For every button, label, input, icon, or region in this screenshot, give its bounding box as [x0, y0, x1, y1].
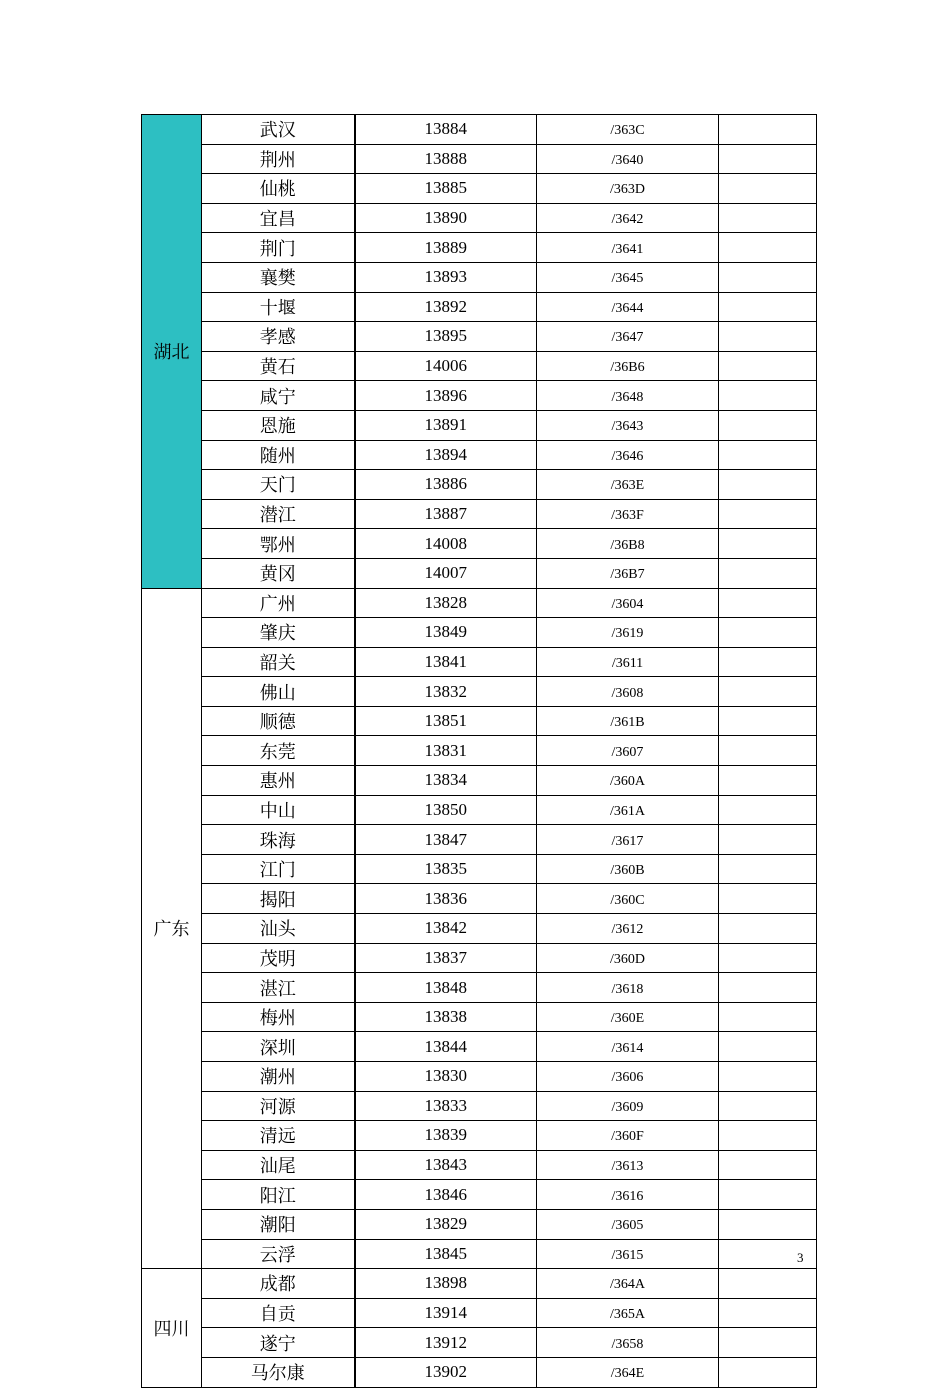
- city-cell: 珠海: [202, 825, 355, 855]
- empty-cell: [719, 943, 817, 973]
- empty-cell: [719, 1209, 817, 1239]
- code-cell: /3645: [537, 262, 719, 292]
- empty-cell: [719, 558, 817, 588]
- city-cell: 武汉: [202, 115, 355, 145]
- number-cell: 13847: [355, 825, 537, 855]
- table-row: [142, 1091, 817, 1121]
- number-cell: 13850: [355, 795, 537, 825]
- code-cell: /363C: [537, 115, 719, 145]
- code-cell: /3612: [537, 914, 719, 944]
- city-cell: 黄石: [202, 351, 355, 381]
- number-cell: 13891: [355, 410, 537, 440]
- number-cell: 13831: [355, 736, 537, 766]
- code-cell: /3607: [537, 736, 719, 766]
- city-cell: 成都: [202, 1269, 355, 1299]
- table-row: [142, 618, 817, 648]
- city-cell: 荆州: [202, 144, 355, 174]
- code-cell: /3642: [537, 203, 719, 233]
- table-row: [142, 351, 817, 381]
- city-cell: 茂明: [202, 943, 355, 973]
- city-cell: 汕头: [202, 914, 355, 944]
- code-cell: /3641: [537, 233, 719, 263]
- empty-cell: [719, 588, 817, 618]
- table-row: [142, 174, 817, 204]
- number-cell: 13835: [355, 854, 537, 884]
- empty-cell: [719, 884, 817, 914]
- province-cell: 四川: [142, 1269, 202, 1387]
- code-cell: /3648: [537, 381, 719, 411]
- city-cell: 天门: [202, 470, 355, 500]
- number-cell: 13893: [355, 262, 537, 292]
- code-cell: /3646: [537, 440, 719, 470]
- code-cell: /36B8: [537, 529, 719, 559]
- city-cell: 荆门: [202, 233, 355, 263]
- empty-cell: [719, 262, 817, 292]
- number-cell: 13848: [355, 973, 537, 1003]
- number-cell: 13892: [355, 292, 537, 322]
- city-cell: 韶关: [202, 647, 355, 677]
- number-cell: 14007: [355, 558, 537, 588]
- number-cell: 13884: [355, 115, 537, 145]
- empty-cell: [719, 203, 817, 233]
- code-cell: /364A: [537, 1269, 719, 1299]
- city-cell: 黄冈: [202, 558, 355, 588]
- number-cell: 13912: [355, 1328, 537, 1358]
- table-row: [142, 1269, 817, 1299]
- city-cell: 潮州: [202, 1062, 355, 1092]
- empty-cell: [719, 825, 817, 855]
- table-row: [142, 1357, 817, 1387]
- table-row: [142, 588, 817, 618]
- empty-cell: [719, 618, 817, 648]
- city-cell: 深圳: [202, 1032, 355, 1062]
- code-cell: /363E: [537, 470, 719, 500]
- city-cell: 江门: [202, 854, 355, 884]
- number-cell: 13834: [355, 766, 537, 796]
- code-cell: /3644: [537, 292, 719, 322]
- table-row: [142, 1239, 817, 1269]
- empty-cell: [719, 647, 817, 677]
- empty-cell: [719, 1002, 817, 1032]
- table-row: [142, 558, 817, 588]
- code-cell: /365A: [537, 1298, 719, 1328]
- number-cell: 13837: [355, 943, 537, 973]
- number-cell: 13833: [355, 1091, 537, 1121]
- city-cell: 揭阳: [202, 884, 355, 914]
- table-row: [142, 973, 817, 1003]
- code-cell: /360B: [537, 854, 719, 884]
- number-cell: 13894: [355, 440, 537, 470]
- table-row: [142, 854, 817, 884]
- city-cell: 清远: [202, 1121, 355, 1151]
- city-cell: 咸宁: [202, 381, 355, 411]
- number-cell: 13839: [355, 1121, 537, 1151]
- table-row: [142, 1180, 817, 1210]
- code-cell: /363D: [537, 174, 719, 204]
- empty-cell: [719, 174, 817, 204]
- empty-cell: [719, 973, 817, 1003]
- number-cell: 13902: [355, 1357, 537, 1387]
- table-row: [142, 706, 817, 736]
- code-cell: /360E: [537, 1002, 719, 1032]
- city-cell: 遂宁: [202, 1328, 355, 1358]
- number-cell: 13914: [355, 1298, 537, 1328]
- table-row: [142, 677, 817, 707]
- table-row: [142, 914, 817, 944]
- number-cell: 13898: [355, 1269, 537, 1299]
- code-cell: /3618: [537, 973, 719, 1003]
- table-row: [142, 470, 817, 500]
- number-cell: 13844: [355, 1032, 537, 1062]
- table-row: [142, 322, 817, 352]
- city-cell: 汕尾: [202, 1150, 355, 1180]
- city-cell: 孝感: [202, 322, 355, 352]
- number-cell: 13842: [355, 914, 537, 944]
- code-cell: /3643: [537, 410, 719, 440]
- empty-cell: [719, 529, 817, 559]
- table-row: [142, 647, 817, 677]
- code-cell: /360A: [537, 766, 719, 796]
- number-cell: 13851: [355, 706, 537, 736]
- city-code-table: [141, 114, 817, 1388]
- code-cell: /3647: [537, 322, 719, 352]
- empty-cell: [719, 410, 817, 440]
- table-row: [142, 1328, 817, 1358]
- empty-cell: [719, 795, 817, 825]
- code-cell: /3609: [537, 1091, 719, 1121]
- city-cell: 十堰: [202, 292, 355, 322]
- province-cell: 湖北: [142, 115, 202, 589]
- city-cell: 襄樊: [202, 262, 355, 292]
- table-row: [142, 943, 817, 973]
- number-cell: 13832: [355, 677, 537, 707]
- table-row: [142, 766, 817, 796]
- number-cell: 14008: [355, 529, 537, 559]
- table-row: [142, 1209, 817, 1239]
- number-cell: 13828: [355, 588, 537, 618]
- empty-cell: [719, 1328, 817, 1358]
- city-cell: 随州: [202, 440, 355, 470]
- number-cell: 13895: [355, 322, 537, 352]
- empty-cell: [719, 351, 817, 381]
- table-row: [142, 884, 817, 914]
- code-cell: /3616: [537, 1180, 719, 1210]
- city-cell: 鄂州: [202, 529, 355, 559]
- city-cell: 广州: [202, 588, 355, 618]
- number-cell: 13845: [355, 1239, 537, 1269]
- city-cell: 潜江: [202, 499, 355, 529]
- code-cell: /3615: [537, 1239, 719, 1269]
- table-row: [142, 1002, 817, 1032]
- city-cell: 云浮: [202, 1239, 355, 1269]
- number-cell: 13829: [355, 1209, 537, 1239]
- table-row: [142, 381, 817, 411]
- empty-cell: [719, 1062, 817, 1092]
- table-row: [142, 233, 817, 263]
- code-cell: /361B: [537, 706, 719, 736]
- city-cell: 肇庆: [202, 618, 355, 648]
- table-row: [142, 292, 817, 322]
- city-cell: 潮阳: [202, 1209, 355, 1239]
- code-cell: /3605: [537, 1209, 719, 1239]
- empty-cell: [719, 766, 817, 796]
- number-cell: 14006: [355, 351, 537, 381]
- number-cell: 13830: [355, 1062, 537, 1092]
- empty-cell: [719, 292, 817, 322]
- number-cell: 13885: [355, 174, 537, 204]
- table-row: [142, 499, 817, 529]
- city-cell: 马尔康: [202, 1357, 355, 1387]
- empty-cell: [719, 1269, 817, 1299]
- table-row: [142, 795, 817, 825]
- empty-cell: [719, 736, 817, 766]
- table-row: [142, 144, 817, 174]
- number-cell: 13843: [355, 1150, 537, 1180]
- table-row: [142, 1298, 817, 1328]
- table-row: [142, 440, 817, 470]
- table-row: [142, 1150, 817, 1180]
- code-cell: /3619: [537, 618, 719, 648]
- code-cell: /3617: [537, 825, 719, 855]
- empty-cell: [719, 677, 817, 707]
- city-cell: 阳江: [202, 1180, 355, 1210]
- empty-cell: [719, 854, 817, 884]
- empty-cell: [719, 233, 817, 263]
- city-cell: 佛山: [202, 677, 355, 707]
- number-cell: 13838: [355, 1002, 537, 1032]
- city-cell: 河源: [202, 1091, 355, 1121]
- code-cell: /3604: [537, 588, 719, 618]
- code-cell: /363F: [537, 499, 719, 529]
- city-cell: 中山: [202, 795, 355, 825]
- empty-cell: [719, 1032, 817, 1062]
- table-row: [142, 262, 817, 292]
- empty-cell: [719, 1091, 817, 1121]
- empty-cell: [719, 144, 817, 174]
- code-cell: /3611: [537, 647, 719, 677]
- table-body: [142, 115, 817, 1388]
- code-cell: /36B6: [537, 351, 719, 381]
- number-cell: 13836: [355, 884, 537, 914]
- code-cell: /361A: [537, 795, 719, 825]
- table-row: [142, 825, 817, 855]
- number-cell: 13846: [355, 1180, 537, 1210]
- code-cell: /3613: [537, 1150, 719, 1180]
- number-cell: 13888: [355, 144, 537, 174]
- number-cell: 13849: [355, 618, 537, 648]
- code-cell: /364E: [537, 1357, 719, 1387]
- province-cell: 广东: [142, 588, 202, 1269]
- empty-cell: [719, 1357, 817, 1387]
- code-cell: /3606: [537, 1062, 719, 1092]
- city-cell: 惠州: [202, 766, 355, 796]
- number-cell: 13886: [355, 470, 537, 500]
- city-cell: 湛江: [202, 973, 355, 1003]
- table-row: [142, 1062, 817, 1092]
- city-cell: 恩施: [202, 410, 355, 440]
- code-cell: /3608: [537, 677, 719, 707]
- code-cell: /3658: [537, 1328, 719, 1358]
- empty-cell: [719, 1121, 817, 1151]
- empty-cell: [719, 470, 817, 500]
- number-cell: 13887: [355, 499, 537, 529]
- city-cell: 梅州: [202, 1002, 355, 1032]
- empty-cell: [719, 115, 817, 145]
- city-cell: 东莞: [202, 736, 355, 766]
- empty-cell: [719, 706, 817, 736]
- table-row: [142, 529, 817, 559]
- empty-cell: [719, 499, 817, 529]
- table-row: [142, 115, 817, 145]
- city-cell: 自贡: [202, 1298, 355, 1328]
- city-cell: 宜昌: [202, 203, 355, 233]
- empty-cell: [719, 1180, 817, 1210]
- empty-cell: [719, 1150, 817, 1180]
- page-number: 3: [797, 1250, 804, 1265]
- city-cell: 仙桃: [202, 174, 355, 204]
- code-cell: /36B7: [537, 558, 719, 588]
- empty-cell: [719, 322, 817, 352]
- code-cell: /3614: [537, 1032, 719, 1062]
- number-cell: 13889: [355, 233, 537, 263]
- table-row: [142, 736, 817, 766]
- code-cell: /360C: [537, 884, 719, 914]
- empty-cell: [719, 381, 817, 411]
- table-row: [142, 1032, 817, 1062]
- number-cell: 13896: [355, 381, 537, 411]
- code-cell: /360D: [537, 943, 719, 973]
- number-cell: 13841: [355, 647, 537, 677]
- empty-cell: [719, 914, 817, 944]
- city-cell: 顺德: [202, 706, 355, 736]
- table-row: [142, 1121, 817, 1151]
- code-cell: /360F: [537, 1121, 719, 1151]
- empty-cell: [719, 440, 817, 470]
- empty-cell: [719, 1298, 817, 1328]
- table-row: [142, 203, 817, 233]
- code-cell: /3640: [537, 144, 719, 174]
- number-cell: 13890: [355, 203, 537, 233]
- table-row: [142, 410, 817, 440]
